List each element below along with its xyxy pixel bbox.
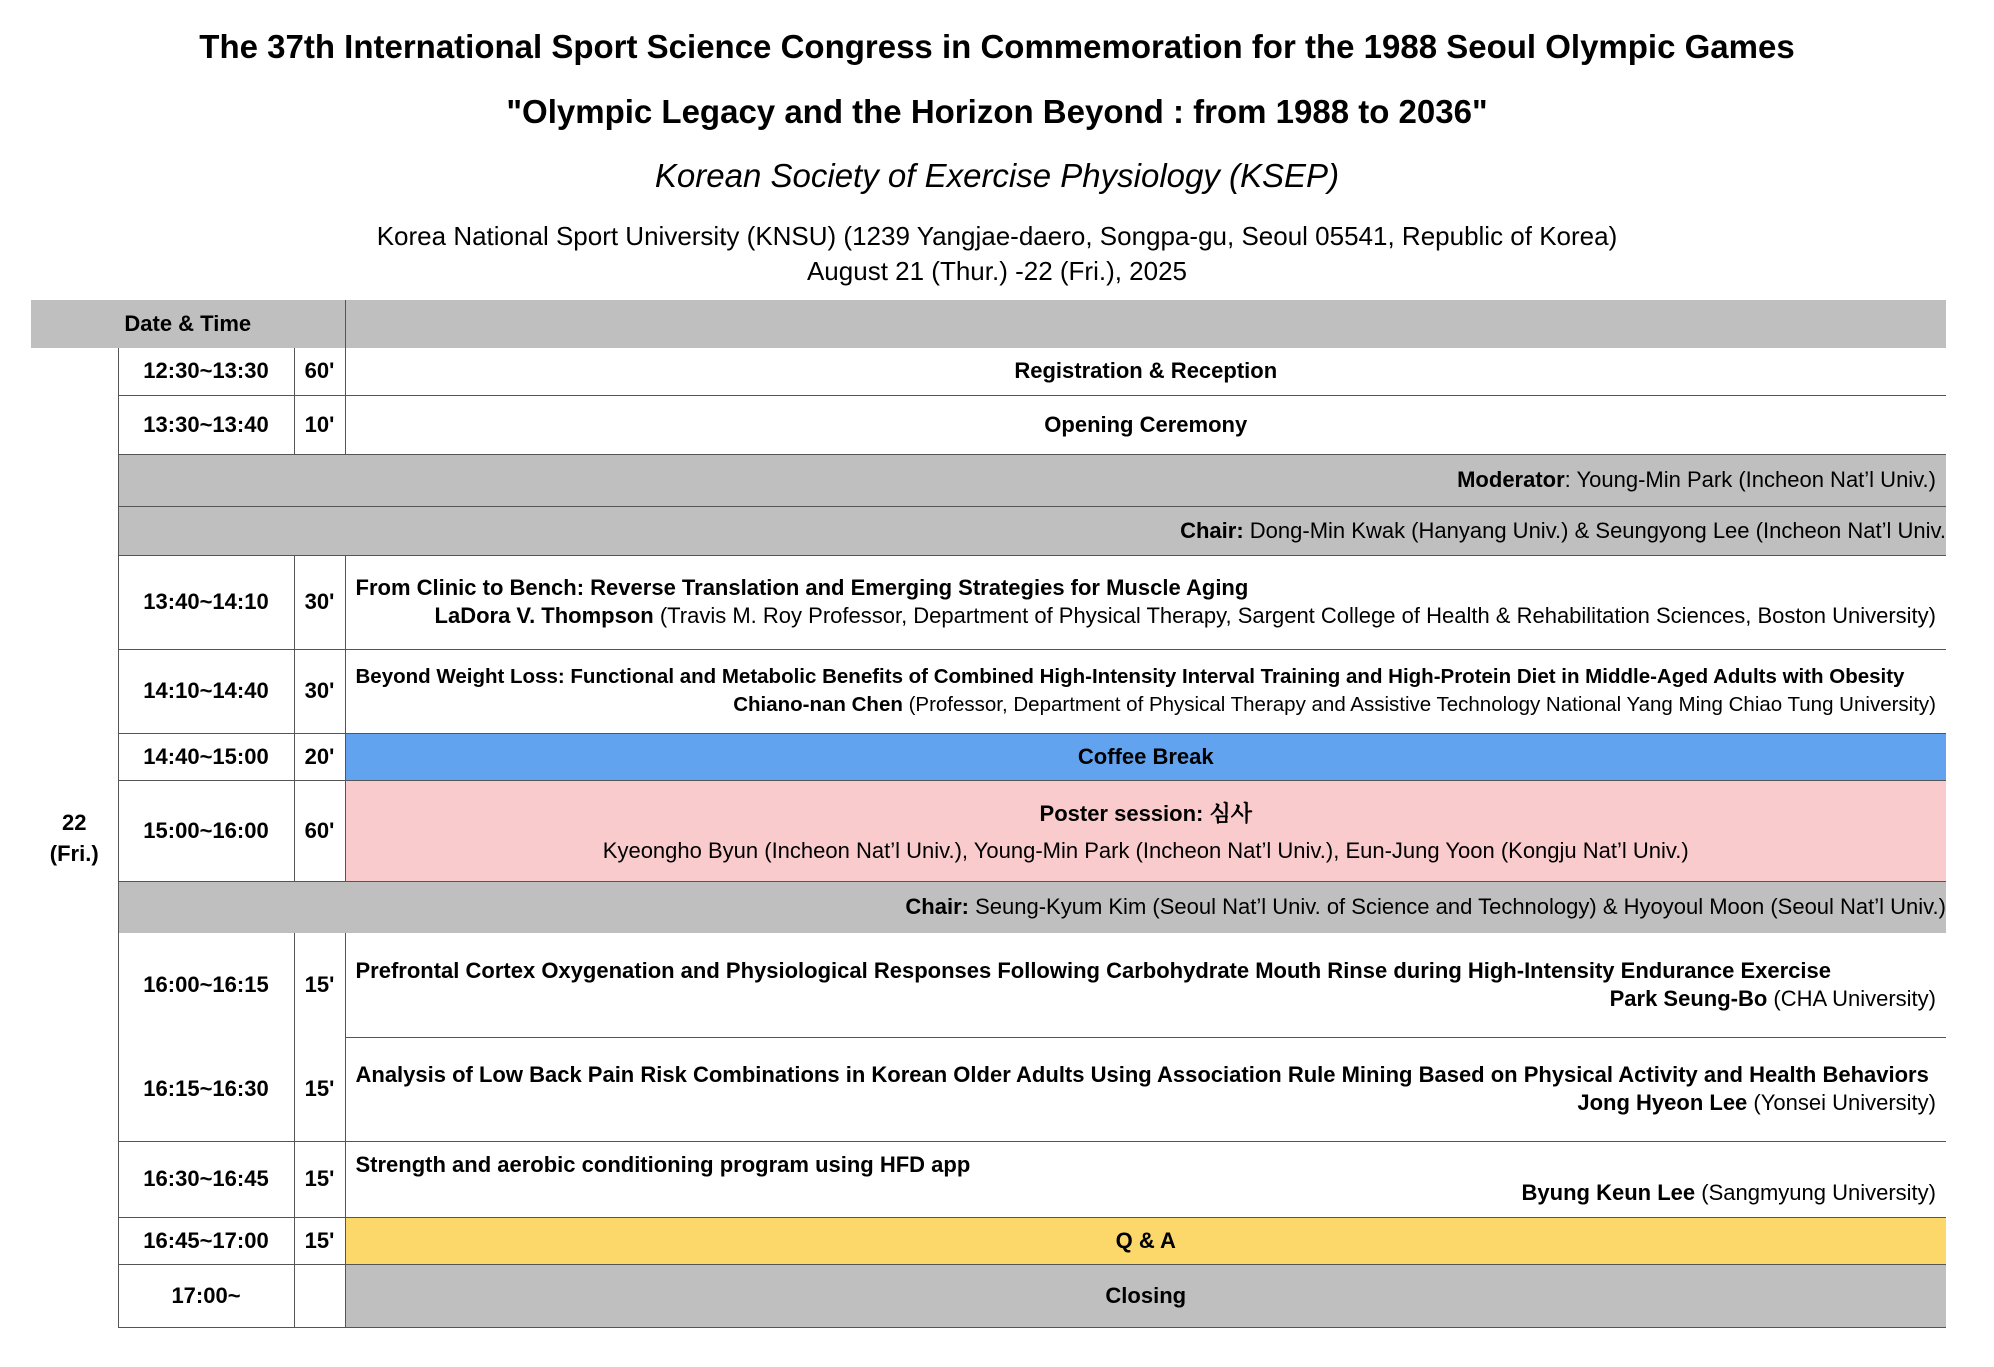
talk-title: Prefrontal Cortex Oxygenation and Physiological Responses Following Carbohydrate Mouth Rinse during High-Intensity Endurance Exercise	[355, 957, 1831, 983]
chair-row	[31, 881, 1946, 933]
table-row	[31, 1264, 1946, 1327]
moderator-cell	[118, 454, 1946, 506]
speaker-name: Chiano-nan Chen	[733, 693, 903, 716]
chair-cell	[118, 506, 1946, 555]
time-cell: 14:10~14:40	[118, 649, 294, 733]
venue-address: Korea National Sport University (KNSU) (1239 Yangjae-daero, Songpa-gu, Seoul 05541, Republic of Korea)	[376, 221, 1618, 251]
speaker-affiliation: (Travis M. Roy Professor, Department of Physical Therapy, Sargent College of Health & Rehabilitation Sciences, Boston University)	[653, 603, 1936, 628]
date-time-header: Date & Time	[31, 300, 345, 348]
table-row	[31, 395, 1946, 454]
coffee-break-cell: Coffee Break	[345, 733, 1946, 780]
talk-speaker-line	[356, 602, 1937, 630]
table-row	[31, 780, 1946, 881]
talk-speaker-line	[356, 1089, 1937, 1117]
time-cell: 13:30~13:40	[118, 395, 294, 454]
event-dates: August 21 (Thur.) -22 (Fri.), 2025	[806, 256, 1188, 286]
moderator-label: Moderator	[1457, 467, 1565, 492]
table-header-row	[31, 300, 1946, 348]
time-cell: 16:00~16:15	[118, 933, 294, 1037]
duration-cell: 30'	[294, 555, 345, 649]
speaker-name: LaDora V. Thompson	[434, 603, 654, 628]
chair-row	[31, 506, 1946, 555]
talk-title: Beyond Weight Loss: Functional and Metabolic Benefits of Combined High-Intensity Interval Training and High-Protein Diet in Middle-Aged Adults with Obesity	[355, 665, 1905, 688]
time-cell: 15:00~16:00	[118, 780, 294, 881]
talk-title: Strength and aerobic conditioning program using HFD app	[355, 1152, 971, 1177]
table-row	[31, 1217, 1946, 1264]
chair-label: Chair:	[1180, 517, 1244, 543]
time-cell: 12:30~13:30	[118, 348, 294, 395]
moderator-text: : Young-Min Park (Incheon Nat’l Univ.)	[1564, 467, 1936, 492]
speaker-affiliation: (CHA University)	[1767, 985, 1936, 1011]
duration-cell: 10'	[294, 395, 345, 454]
duration-cell: 60'	[294, 348, 345, 395]
program-header	[345, 300, 1946, 348]
day-cell	[31, 348, 118, 1327]
day-number: 22	[62, 809, 87, 835]
congress-title: The 37th International Sport Science Congress in Commemoration for the 1988 Seoul Olympic Games	[199, 28, 1795, 65]
moderator-row	[31, 454, 1946, 506]
duration-cell: 15'	[294, 1217, 345, 1264]
table-row	[31, 933, 1946, 1037]
talk-title: From Clinic to Bench: Reverse Translation and Emerging Strategies for Muscle Aging	[355, 575, 1249, 600]
chair-label: Chair:	[905, 894, 969, 920]
duration-cell: 60'	[294, 780, 345, 881]
duration-cell: 20'	[294, 733, 345, 780]
duration-cell	[294, 1264, 345, 1327]
talk-cell	[345, 933, 1946, 1037]
chair-cell	[118, 881, 1946, 933]
speaker-affiliation: (Yonsei University)	[1747, 1090, 1936, 1115]
table-row	[31, 733, 1946, 780]
congress-theme: "Olympic Legacy and the Horizon Beyond : from 1988 to 2036"	[506, 93, 1488, 130]
speaker-affiliation: (Professor, Department of Physical Therapy and Assistive Technology National Yang Ming Chiao Tung University)	[902, 693, 1936, 716]
opening-ceremony-cell: Opening Ceremony	[345, 395, 1946, 454]
registration-cell: Registration & Reception	[345, 348, 1946, 395]
table-row	[31, 348, 1946, 395]
talk-cell	[345, 555, 1946, 649]
speaker-name: Jong Hyeon Lee	[1577, 1090, 1748, 1115]
qa-cell: Q & A	[345, 1217, 1946, 1264]
poster-session-cell	[345, 780, 1946, 881]
time-cell: 16:45~17:00	[118, 1217, 294, 1264]
talk-speaker-line	[356, 691, 1937, 719]
time-cell: 16:15~16:30	[118, 1037, 294, 1141]
table-row	[31, 555, 1946, 649]
poster-judges: Kyeongho Byun (Incheon Nat’l Univ.), Young-Min Park (Incheon Nat’l Univ.), Eun-Jung Yoon (Kongju Nat’l Univ.)	[602, 837, 1689, 863]
talk-cell	[345, 649, 1946, 733]
duration-cell: 30'	[294, 649, 345, 733]
poster-session-label: Poster session: 심사	[1039, 800, 1252, 826]
time-cell: 13:40~14:10	[118, 555, 294, 649]
talk-speaker-line	[356, 1179, 1937, 1207]
society-name: Korean Society of Exercise Physiology (KSEP)	[654, 157, 1340, 194]
chair-text: Seung-Kyum Kim (Seoul Nat’l Univ. of Science and Technology) & Hyoyoul Moon (Seoul Nat’l Univ.)	[968, 894, 1946, 920]
duration-cell: 15'	[294, 933, 345, 1037]
duration-cell: 15'	[294, 1141, 345, 1217]
closing-cell: Closing	[345, 1264, 1946, 1327]
day-weekday: (Fri.)	[49, 840, 99, 866]
speaker-affiliation: (Sangmyung University)	[1695, 1180, 1936, 1205]
time-cell: 17:00~	[118, 1264, 294, 1327]
table-row	[31, 1141, 1946, 1217]
schedule-table	[31, 300, 1946, 1328]
speaker-name: Byung Keun Lee	[1521, 1180, 1696, 1205]
talk-cell	[345, 1141, 1946, 1217]
time-cell: 16:30~16:45	[118, 1141, 294, 1217]
talk-title: Analysis of Low Back Pain Risk Combinations in Korean Older Adults Using Association Rule Mining Based on Physical Activity and Health Behaviors	[355, 1062, 1929, 1087]
talk-cell	[345, 1037, 1946, 1141]
talk-speaker-line	[356, 985, 1937, 1013]
table-row	[31, 1037, 1946, 1141]
chair-text: Dong-Min Kwak (Hanyang Univ.) & Seungyong Lee (Incheon Nat’l Univ.	[1243, 517, 1946, 543]
duration-cell: 15'	[294, 1037, 345, 1141]
time-cell: 14:40~15:00	[118, 733, 294, 780]
table-row	[31, 649, 1946, 733]
speaker-name: Park Seung-Bo	[1609, 985, 1768, 1011]
